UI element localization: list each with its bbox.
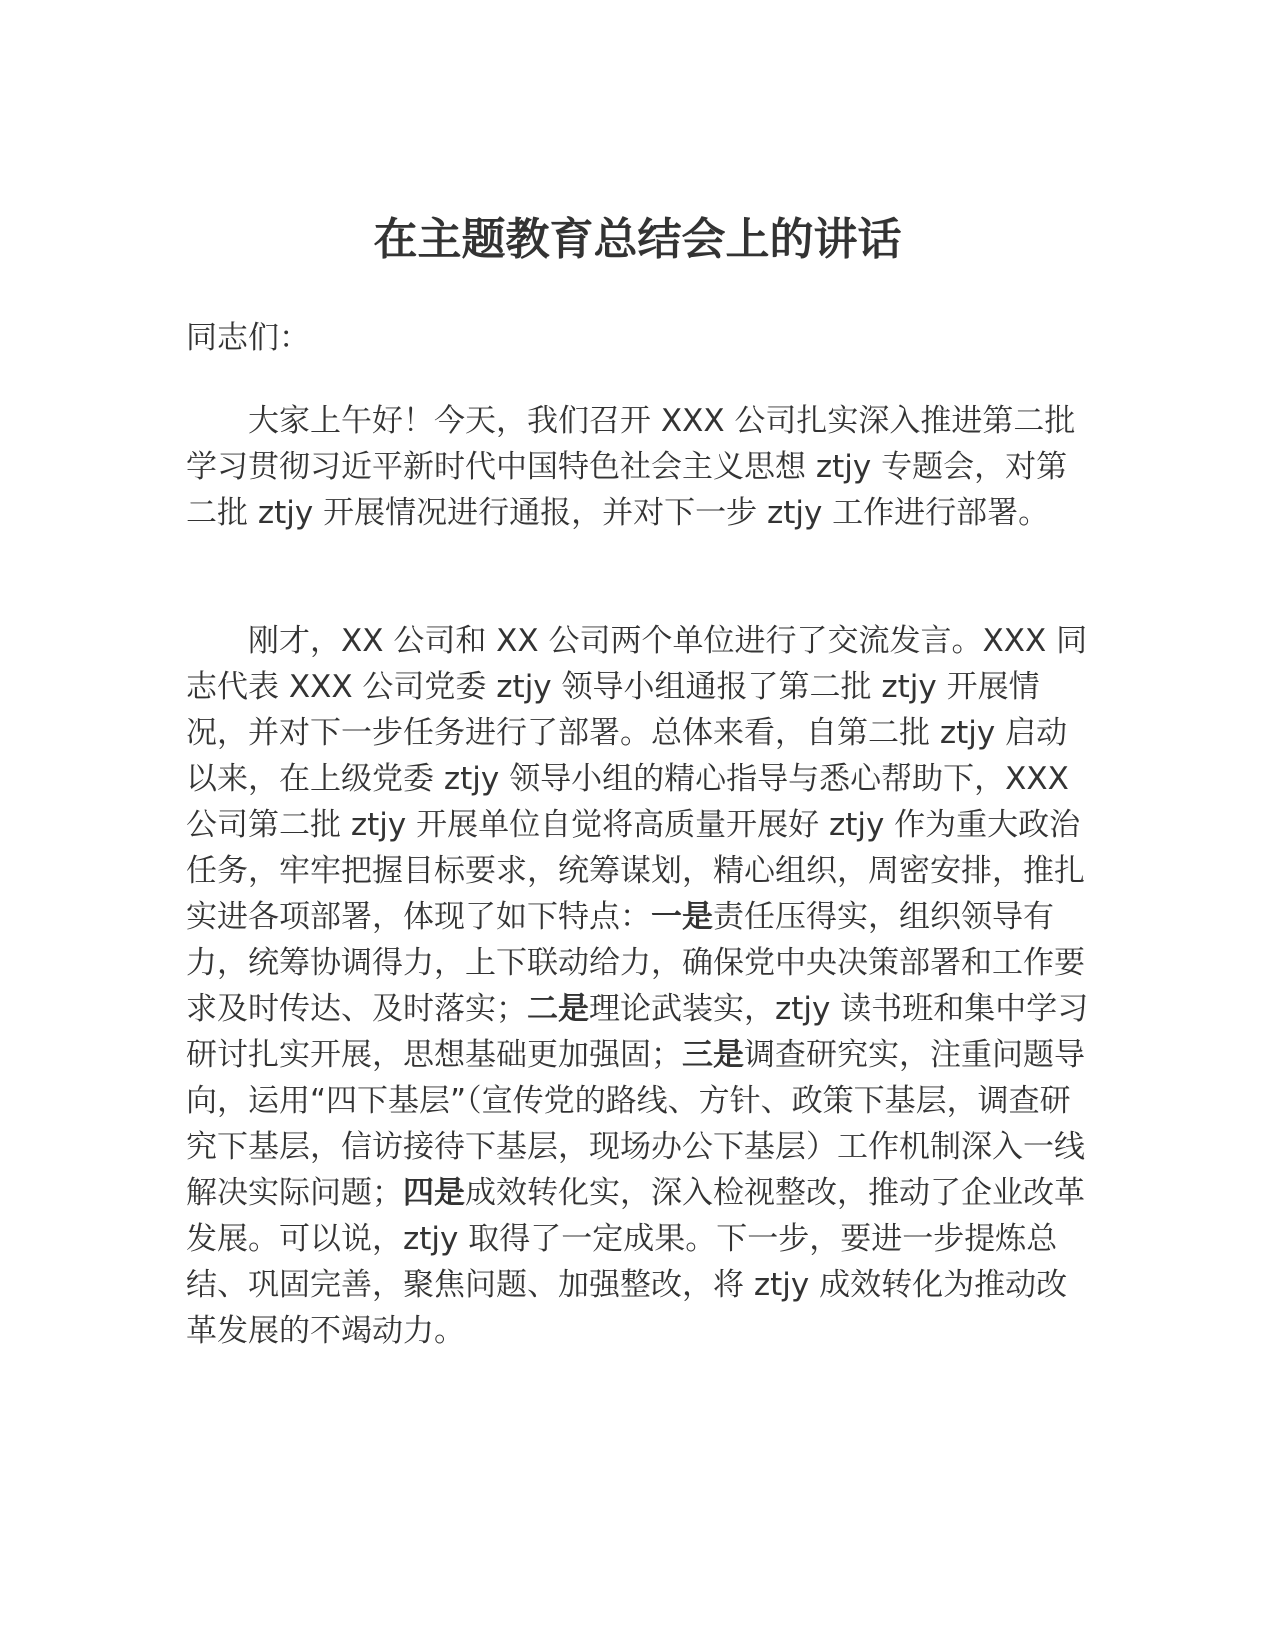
document-title: 在主题教育总结会上的讲话	[373, 214, 902, 265]
paragraph-summary	[186, 618, 1096, 1354]
emphasis-third: 三是	[682, 1037, 744, 1073]
paragraph-text: 理论武装实，ztjy 读书班和集中学习研讨扎实开展，思想基础更加强固；	[186, 991, 1089, 1073]
paragraph-text: 调查研究实，注重问题导向，运用“四下基层”（宣传党的路线、方针、政策下基层，调查研究下基层，信访接待下基层，现场办公下基层）工作机制深入一线解决实际问题；	[186, 1037, 1085, 1211]
emphasis-fourth: 四是	[403, 1175, 465, 1211]
salutation: 同志们：	[186, 320, 310, 356]
paragraph-text: 成效转化实，深入检视整改，推动了企业改革发展。可以说，ztjy 取得了一定成果。下一步，要进一步提炼总结、巩固完善，聚焦问题、加强整改，将 ztjy 成效转化为推动改革发展的不竭动力。	[186, 1175, 1085, 1349]
emphasis-second: 二是	[527, 991, 589, 1027]
paragraph-text: 刚才，XX 公司和 XX 公司两个单位进行了交流发言。XXX 同志代表 XXX 公司党委 ztjy 领导小组通报了第二批 ztjy 开展情况，并对下一步任务进行了部署。总体来看，自第二批 ztjy 启动以来，在上级党委 ztjy 领导小组的精心指导与悉心帮助下，XXX 公司第二批 ztjy 开展单位自觉将高质量开展好 ztjy 作为重大政治任务，牢牢把握目标要求，统筹谋划，精心组织，周密安排，推扎实进各项部署，体现了如下特点：	[186, 623, 1088, 935]
paragraph-text: 责任压得实，组织领导有力，统筹协调得力，上下联动给力，确保党中央决策部署和工作要求及时传达、及时落实；	[186, 899, 1085, 1027]
paragraph-opening: 大家上午好！今天，我们召开 XXX 公司扎实深入推进第二批学习贯彻习近平新时代中国特色社会主义思想 ztjy 专题会，对第二批 ztjy 开展情况进行通报，并对下一步 ztjy 工作进行部署。	[186, 403, 1076, 531]
emphasis-first: 一是	[651, 899, 713, 935]
